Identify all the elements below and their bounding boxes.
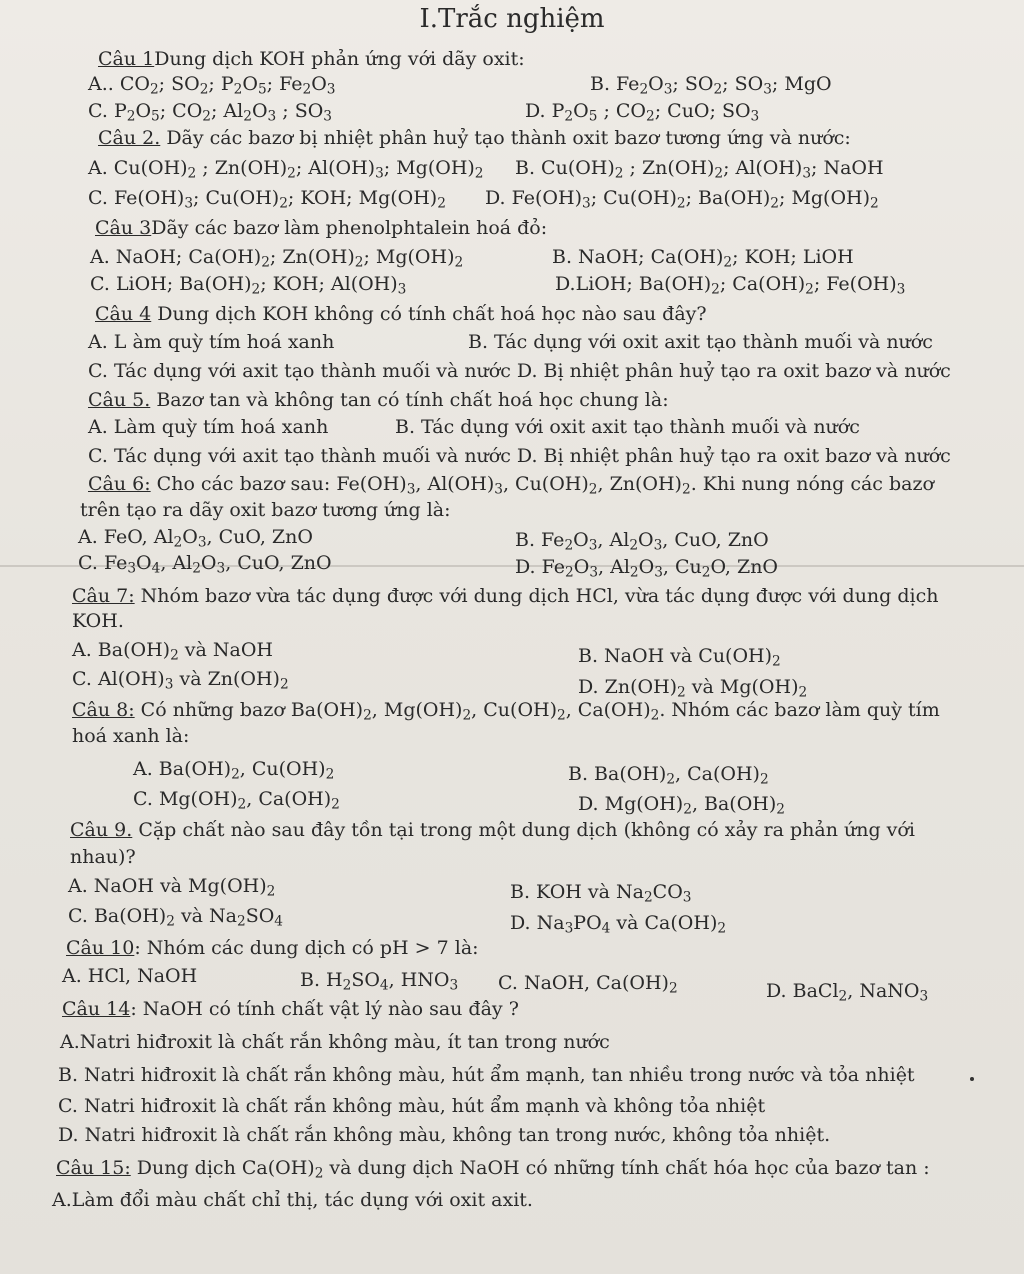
question-number: Câu 6: (88, 473, 151, 495)
line-text: B. $Ba(OH)_2$, $Ca(OH)_2$ (568, 763, 769, 788)
line-text: C. NaOH, $Ca(OH)_2$ (498, 972, 678, 997)
text-line (88, 72, 335, 96)
question-number: Câu 8: (72, 699, 135, 721)
line-text: A. NaOH; $Ca(OH)_2$; $Zn(OH)_2$; $Mg(OH)_2$ (90, 246, 464, 271)
text-line (468, 330, 933, 354)
line-text: nhau)? (70, 846, 136, 868)
line-text: A. Làm quỳ tím hoá xanh (88, 416, 329, 438)
line-text: : NaOH có tính chất vật lý nào sau đây ? (130, 998, 519, 1020)
text-line (515, 156, 884, 180)
text-line (70, 845, 136, 869)
question-heading (62, 997, 519, 1021)
question-number: Câu 2. (98, 127, 161, 149)
text-line (60, 1030, 610, 1054)
line-text: D. $Zn(OH)_2$ và $Mg(OH)_2$ (578, 676, 808, 701)
line-text: Dung dịch $Ca(OH)_2$ và dung dịch NaOH có những tính chất hóa học của bazơ tan : (130, 1157, 930, 1182)
line-text: C. Tác dụng với axit tạo thành muối và nước D. Bị nhiệt phân huỷ tạo ra oxit bazơ và nước (88, 445, 951, 467)
line-text: A. L àm quỳ tím hoá xanh (88, 331, 335, 353)
text-line (90, 272, 406, 296)
line-text: A. $Cu(OH)_2$ ; $Zn(OH)_2$; $Al(OH)_3$; $Mg(OH)_2$ (88, 157, 484, 182)
line-text: A. $Ba(OH)_2$, $Cu(OH)_2$ (133, 758, 335, 783)
text-line (578, 675, 807, 699)
text-line (555, 272, 905, 296)
text-line (78, 551, 332, 575)
line-text: D. $Mg(OH)_2$, $Ba(OH)_2$ (578, 793, 785, 818)
line-text: B. Tác dụng với oxit axit tạo thành muối và nước (395, 416, 860, 438)
question-number: Câu 10 (66, 937, 135, 959)
question-number: Câu 14 (62, 998, 131, 1020)
text-line (90, 245, 463, 269)
text-line (88, 330, 334, 354)
line-text: D. BaCl$_2$, NaNO$_3$ (766, 980, 929, 1005)
question-heading (88, 472, 934, 496)
line-text: A. $Ba(OH)_2$ và NaOH (72, 639, 274, 664)
text-line (72, 667, 289, 691)
line-text: Dãy các bazơ làm phenolphtalein hoá đỏ: (151, 217, 548, 239)
line-text: C. $P_2O_5$; $CO_2$; $Al_2O_3$ ; $SO_3$ (88, 100, 332, 125)
question-heading (98, 47, 525, 71)
text-line (485, 186, 879, 210)
line-text: Nhóm bazơ vừa tác dụng được với dung dịch HCl, vừa tác dụng được với dung dịch (134, 585, 939, 607)
text-line (552, 245, 854, 269)
line-text: Bazơ tan và không tan có tính chất hoá học chung là: (150, 389, 669, 411)
line-text: Dung dịch KOH không có tính chất hoá học nào sau đây? (151, 303, 707, 325)
line-text: D. Natri hiđroxit là chất rắn không màu, không tan trong nước, không tỏa nhiệt. (58, 1124, 831, 1146)
line-text: A.Natri hiđroxit là chất rắn không màu, ít tan trong nước (60, 1031, 610, 1053)
line-text: B. Natri hiđroxit là chất rắn không màu, hút ẩm mạnh, tan nhiều trong nước và tỏa nhiệt (58, 1064, 915, 1086)
line-text: Dãy các bazơ bị nhiệt phân huỷ tạo thành oxit bazơ tương ứng và nước: (160, 127, 851, 149)
line-text: C. LiOH; $Ba(OH)_2$; KOH; $Al(OH)_3$ (90, 273, 407, 298)
line-text: C. $Fe_3O_4$, $Al_2O_3$, CuO, ZnO (78, 552, 332, 577)
question-heading (66, 936, 479, 960)
question-heading (95, 216, 547, 240)
line-text: B. $Fe_2O_3$, $Al_2O_3$, CuO, ZnO (515, 529, 769, 554)
text-line (300, 968, 458, 992)
text-line (68, 874, 275, 898)
line-text: D. $Na_3PO_4$ và $Ca(OH)_2$ (510, 912, 727, 937)
text-line (133, 757, 334, 781)
line-text: C. $Al(OH)_3$ và $Zn(OH)_2$ (72, 668, 289, 693)
line-text: A. NaOH và $Mg(OH)_2$ (68, 875, 276, 900)
line-text: A.. $CO_2$; $SO_2$; $P_2O_5$; $Fe_2O_3$ (88, 73, 336, 98)
text-line (766, 979, 928, 1003)
text-line (510, 880, 692, 904)
question-number: Câu 7: (72, 585, 135, 607)
question-number: Câu 3 (95, 217, 152, 239)
line-text: Dung dịch KOH phản ứng với dãy oxit: (154, 48, 525, 70)
text-line (72, 724, 189, 748)
line-text: C. $Ba(OH)_2$ và $Na_2SO_4$ (68, 905, 283, 930)
text-line (72, 638, 273, 662)
line-text: KOH. (72, 610, 124, 632)
text-line (80, 498, 451, 522)
line-text: : Nhóm các dung dịch có pH > 7 là: (134, 937, 479, 959)
text-line (515, 555, 778, 579)
line-text: B. $Cu(OH)_2$ ; $Zn(OH)_2$; $Al(OH)_3$; NaOH (515, 157, 884, 182)
text-line (498, 971, 678, 995)
question-heading (88, 388, 669, 412)
text-line (58, 1094, 765, 1118)
question-number: Câu 4 (95, 303, 152, 325)
line-text: A. FeO, $Al_2O_3$, CuO, ZnO (78, 526, 313, 551)
question-heading (70, 818, 915, 842)
text-line (88, 415, 328, 439)
text-line (590, 72, 832, 96)
question-number: Câu 5. (88, 389, 151, 411)
line-text: C. $Mg(OH)_2$, $Ca(OH)_2$ (133, 788, 340, 813)
text-line (62, 964, 197, 988)
question-number: Câu 9. (70, 819, 133, 841)
text-line (88, 444, 951, 468)
line-text: Cho các bazơ sau: $Fe(OH)_3$, $Al(OH)_3$, $Cu(OH)_2$, $Zn(OH)_2$. Khi nung nóng các bazơ (150, 473, 934, 498)
question-heading (72, 698, 940, 722)
text-line (88, 156, 484, 180)
line-text: D. $P_2O_5$ ; $CO_2$; CuO; $SO_3$ (525, 100, 760, 125)
ink-dot (970, 1077, 974, 1081)
question-heading (72, 584, 939, 608)
line-text: D.LiOH; $Ba(OH)_2$; $Ca(OH)_2$; $Fe(OH)_3$ (555, 273, 906, 298)
line-text: C. Natri hiđroxit là chất rắn không màu, hút ẩm mạnh và không tỏa nhiệt (58, 1095, 766, 1117)
line-text: B. NaOH và $Cu(OH)_2$ (578, 645, 781, 670)
line-text: B. $Fe_2O_3$; $SO_2$; $SO_3$; MgO (590, 73, 832, 98)
line-text: A. HCl, NaOH (62, 965, 198, 987)
text-line (88, 359, 951, 383)
line-text: trên tạo ra dãy oxit bazơ tương ứng là: (80, 499, 451, 521)
line-text: B. $H_2SO_4$, $HNO_3$ (300, 969, 459, 994)
text-line (525, 99, 759, 123)
line-text: B. KOH và $Na_2CO_3$ (510, 881, 692, 906)
text-line (88, 99, 332, 123)
question-heading (98, 126, 851, 150)
text-line (58, 1123, 830, 1147)
text-line (133, 787, 340, 811)
question-number: Câu 15: (56, 1157, 131, 1179)
line-text: B. NaOH; $Ca(OH)_2$; KOH; LiOH (552, 246, 854, 271)
question-heading (95, 302, 707, 326)
line-text: hoá xanh là: (72, 725, 190, 747)
text-line (52, 1188, 533, 1212)
line-text: A.Làm đổi màu chất chỉ thị, tác dụng với oxit axit. (52, 1189, 533, 1211)
text-line (88, 186, 446, 210)
line-text: C. $Fe(OH)_3$; $Cu(OH)_2$; KOH; $Mg(OH)_2$ (88, 187, 446, 212)
text-line (395, 415, 860, 439)
line-text: D. $Fe_2O_3$, $Al_2O_3$, $Cu_2O$, ZnO (515, 556, 779, 581)
line-text: B. Tác dụng với oxit axit tạo thành muối và nước (468, 331, 933, 353)
text-line (515, 528, 769, 552)
text-line (72, 609, 124, 633)
text-line (510, 911, 726, 935)
text-line (68, 904, 283, 928)
question-number: Câu 1 (98, 48, 155, 70)
line-text: D. $Fe(OH)_3$; $Cu(OH)_2$; $Ba(OH)_2$; $Mg(OH)_2$ (485, 187, 879, 212)
line-text: Có những bazơ $Ba(OH)_2$, $Mg(OH)_2$, $Cu(OH)_2$, $Ca(OH)_2$. Nhóm các bazơ làm quỳ tím (134, 699, 940, 724)
text-line (58, 1063, 915, 1087)
page-title: I.Trắc nghiệm (419, 4, 605, 34)
question-heading (56, 1156, 930, 1180)
text-line (578, 644, 781, 668)
line-text: Cặp chất nào sau đây tồn tại trong một dung dịch (không có xảy ra phản ứng với (132, 819, 915, 841)
text-line (568, 762, 769, 786)
text-line (578, 792, 785, 816)
line-text: C. Tác dụng với axit tạo thành muối và nước D. Bị nhiệt phân huỷ tạo ra oxit bazơ và nước (88, 360, 951, 382)
text-line (78, 525, 313, 549)
